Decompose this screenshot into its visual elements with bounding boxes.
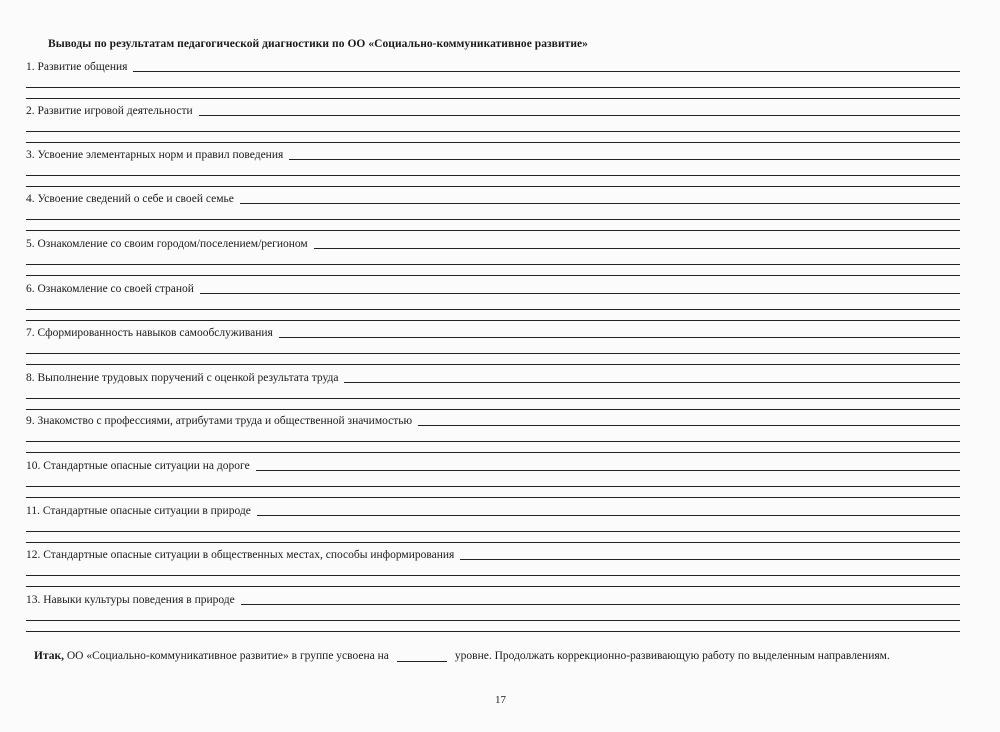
- section-6: [26, 282, 960, 326]
- answer-line[interactable]: [26, 186, 960, 187]
- section-7: [26, 326, 960, 370]
- answer-line[interactable]: [26, 219, 960, 220]
- answer-line[interactable]: [26, 631, 960, 632]
- answer-line[interactable]: [26, 353, 960, 354]
- section-4: [26, 192, 960, 236]
- summary-lead: Итак,: [34, 650, 64, 662]
- answer-line[interactable]: [26, 320, 960, 321]
- section-label: 8. Выполнение трудовых поручений с оценкой результата труда: [26, 372, 339, 384]
- answer-line[interactable]: [26, 409, 960, 410]
- summary-text-1: ОО «Социально-коммуникативное развитие» в группе усвоена на: [64, 650, 389, 662]
- answer-line[interactable]: [26, 486, 960, 487]
- answer-line[interactable]: [256, 470, 960, 471]
- answer-line[interactable]: [26, 542, 960, 543]
- section-13: [26, 593, 960, 637]
- section-12: [26, 548, 960, 592]
- answer-line[interactable]: [26, 275, 960, 276]
- answer-line[interactable]: [26, 364, 960, 365]
- answer-line[interactable]: [314, 248, 960, 249]
- answer-line[interactable]: [26, 497, 960, 498]
- section-5: [26, 237, 960, 281]
- answer-line[interactable]: [199, 115, 960, 116]
- answer-line[interactable]: [26, 264, 960, 265]
- answer-line[interactable]: [26, 452, 960, 453]
- answer-line[interactable]: [26, 131, 960, 132]
- answer-line[interactable]: [26, 441, 960, 442]
- answer-line[interactable]: [26, 586, 960, 587]
- answer-line[interactable]: [418, 425, 960, 426]
- section-label: 10. Стандартные опасные ситуации на дороге: [26, 460, 250, 472]
- answer-line[interactable]: [240, 203, 960, 204]
- answer-line[interactable]: [26, 175, 960, 176]
- section-label: 7. Сформированность навыков самообслуживания: [26, 327, 273, 339]
- answer-line[interactable]: [26, 531, 960, 532]
- section-11: [26, 504, 960, 548]
- section-label: 4. Усвоение сведений о себе и своей семье: [26, 193, 234, 205]
- answer-line[interactable]: [26, 398, 960, 399]
- answer-line[interactable]: [344, 382, 960, 383]
- section-label: 13. Навыки культуры поведения в природе: [26, 594, 235, 606]
- answer-line[interactable]: [257, 515, 960, 516]
- section-label: 9. Знакомство с профессиями, атрибутами труда и общественной значимостью: [26, 415, 413, 427]
- answer-line[interactable]: [26, 87, 960, 88]
- answer-line[interactable]: [133, 71, 960, 72]
- section-1: [26, 60, 960, 104]
- section-label: 6. Ознакомление со своей страной: [26, 283, 194, 295]
- section-10: [26, 459, 960, 503]
- answer-line[interactable]: [241, 604, 960, 605]
- answer-line[interactable]: [279, 337, 960, 338]
- answer-line[interactable]: [26, 142, 960, 143]
- section-2: [26, 104, 960, 148]
- section-label: 5. Ознакомление со своим городом/поселением/регионом: [26, 238, 308, 250]
- level-blank-field[interactable]: [397, 650, 447, 662]
- section-label: 3. Усвоение элементарных норм и правил поведения: [26, 149, 284, 161]
- answer-line[interactable]: [26, 575, 960, 576]
- answer-line[interactable]: [26, 98, 960, 99]
- page-number: 17: [495, 694, 506, 706]
- section-3: [26, 148, 960, 192]
- section-label: 2. Развитие игровой деятельности: [26, 105, 193, 117]
- answer-line[interactable]: [26, 620, 960, 621]
- answer-line[interactable]: [26, 309, 960, 310]
- section-9: [26, 414, 960, 458]
- page-title: Выводы по результатам педагогической диагностики по ОО «Социально-коммуникативное развитие»: [48, 38, 588, 50]
- section-label: 11. Стандартные опасные ситуации в природе: [26, 505, 251, 517]
- section-label: 12. Стандартные опасные ситуации в общественных местах, способы информирования: [26, 549, 455, 561]
- answer-line[interactable]: [289, 159, 960, 160]
- section-8: [26, 371, 960, 415]
- answer-line[interactable]: [460, 559, 960, 560]
- answer-line[interactable]: [200, 293, 960, 294]
- summary-sentence: [34, 650, 890, 662]
- summary-text-2: уровне. Продолжать коррекционно-развивающую работу по выделенным направлениям.: [454, 650, 890, 662]
- answer-line[interactable]: [26, 230, 960, 231]
- section-label: 1. Развитие общения: [26, 61, 128, 73]
